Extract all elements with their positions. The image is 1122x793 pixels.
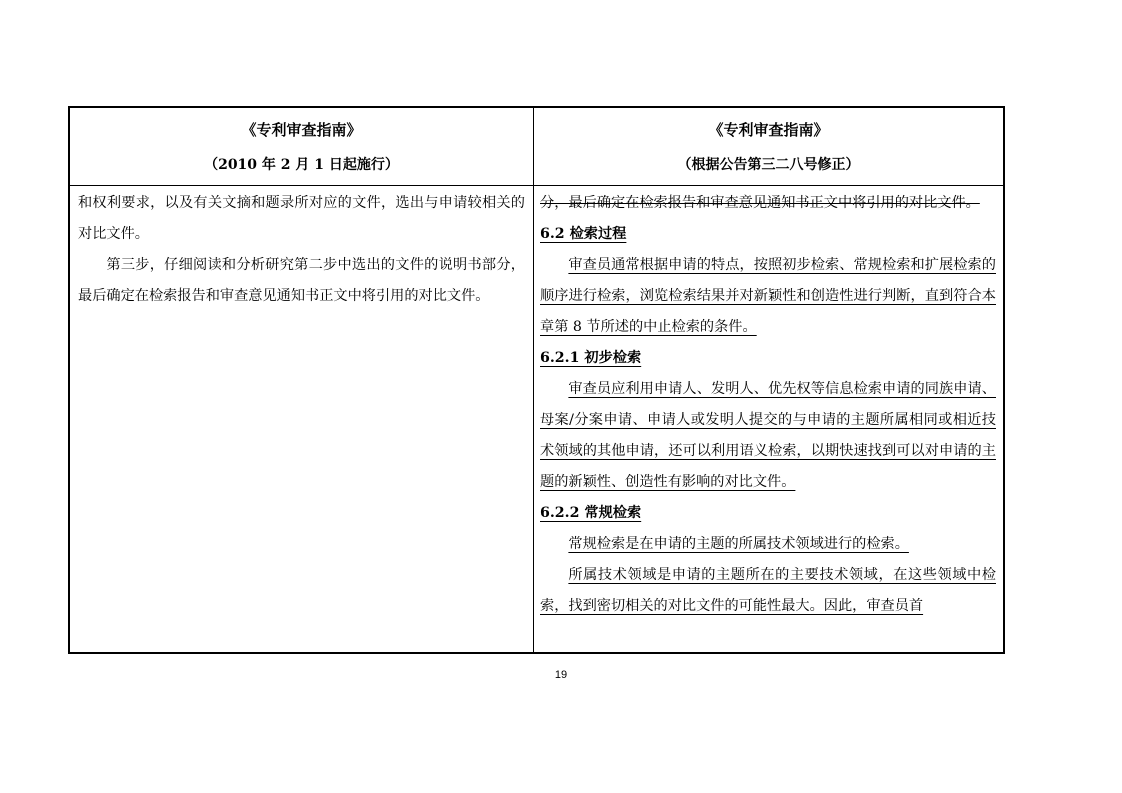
paragraph-6-2: [540, 250, 996, 343]
header-cell-old-version: [70, 108, 534, 185]
body-cell-old-version: [70, 186, 534, 652]
deleted-text: 分，最后确定在检索报告和审查意见通知书正文中将引用的对比文件。: [540, 195, 980, 211]
paragraph-6-2-1: [540, 374, 996, 498]
header-left-subtitle: （2010 年 2 月 1 日起施行）: [204, 156, 399, 173]
left-paragraph-2: 第三步，仔细阅读和分析研究第二步中选出的文件的说明书部分，最后确定在检索报告和审查意见通知书正文中将引用的对比文件。: [78, 257, 525, 304]
paragraph-6-2-2b: [540, 560, 996, 622]
paragraph-6-2-1-text: 审查员应利用申请人、发明人、优先权等信息检索申请的同族申请、母案/分案申请、申请人或发明人提交的与申请的主题所属相同或相近技术领域的其他申请，还可以利用语义检索，以期快速找到可以对申请的主题的新颖性、创造性有影响的对比文件。: [540, 381, 996, 490]
paragraph-6-2-text: 审查员通常根据申请的特点，按照初步检索、常规检索和扩展检索的顺序进行检索，浏览检索结果并对新颖性和创造性进行判断，直到符合本章第 8 节所述的中止检索的条件。: [540, 257, 996, 335]
paragraph-6-2-2a-text: 常规检索是在申请的主题的所属技术领域进行的检索。: [568, 536, 909, 552]
table-header-row: [70, 108, 1003, 186]
paragraph-6-2-2b-text: 所属技术领域是申请的主题所在的主要技术领域，在这些领域中检索，找到密切相关的对比文件的可能性最大。因此，审查员首: [540, 567, 996, 614]
heading-6-2: 6.2 检索过程: [540, 226, 627, 242]
table-body-row: [70, 186, 1003, 652]
page-number: 19: [554, 669, 568, 681]
body-cell-new-version: [534, 186, 1003, 652]
header-right-subtitle: （根据公告第三二八号修正）: [677, 156, 860, 173]
header-cell-new-version: [534, 108, 1003, 185]
heading-6-2-1: 6.2.1 初步检索: [540, 350, 642, 366]
left-paragraph-1: 和权利要求，以及有关文摘和题录所对应的文件，选出与申请较相关的对比文件。: [78, 195, 525, 242]
paragraph-6-2-2a: [540, 529, 996, 560]
header-right-title: 《专利审查指南》: [708, 120, 829, 139]
header-left-title: 《专利审查指南》: [241, 120, 362, 139]
heading-6-2-2: 6.2.2 常规检索: [540, 505, 642, 521]
comparison-table: [68, 106, 1005, 654]
